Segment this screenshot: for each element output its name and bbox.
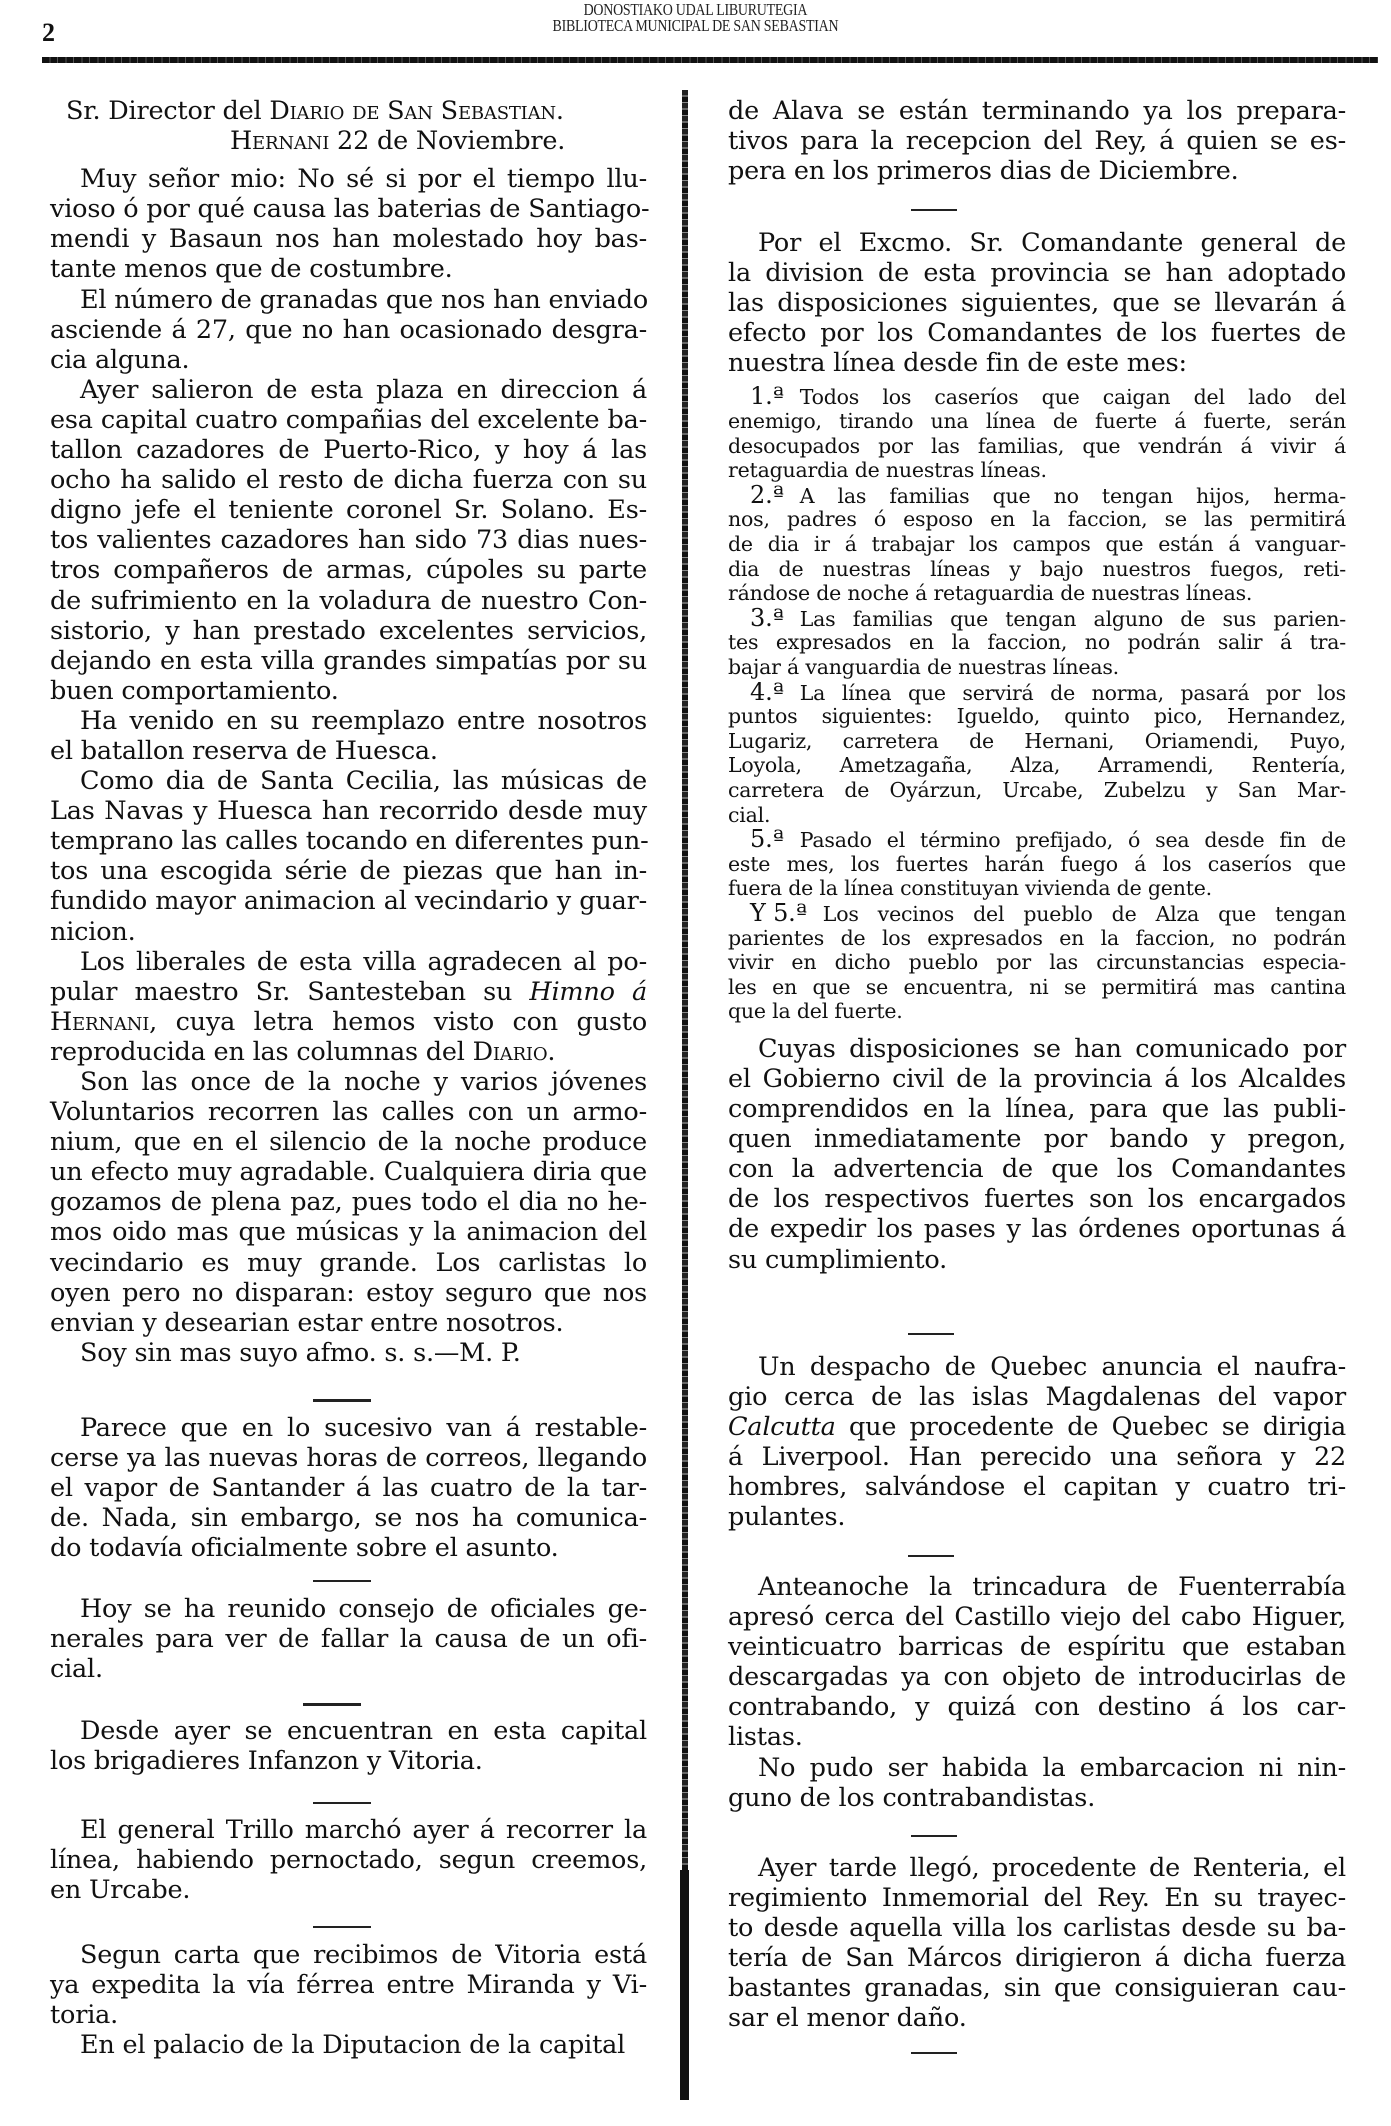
text-line: asciende á 27, que no han ocasionado desgra- xyxy=(50,314,647,345)
ship-name: Calcutta xyxy=(728,1412,836,1443)
text-line: en Urcabe. xyxy=(50,1875,191,1906)
text-line: veinticuatro barricas de espíritu que estaban xyxy=(728,1632,1346,1663)
text-line: parientes de los expresados en la faccion, no podrán xyxy=(728,925,1346,950)
text-line: el vapor de Santander á las cuatro de la tar- xyxy=(50,1473,647,1504)
text-line: Las Navas y Huesca han recorrido desde muy xyxy=(50,796,647,827)
text-line: guno de los contrabandistas. xyxy=(728,1782,1096,1813)
letter-hymn-line-1 xyxy=(50,977,647,1007)
text-line: Un despacho de Quebec anuncia el naufra- xyxy=(758,1352,1346,1382)
quebec-text: que procedente de Quebec se dirigia xyxy=(835,1412,1346,1443)
text-line: que la del fuerte. xyxy=(728,999,903,1024)
text-line: bajar á vanguardia de nuestras líneas. xyxy=(728,655,1119,679)
text-line: mendi y Basaun nos han molestado hoy bas- xyxy=(50,224,647,255)
text-line: les en que se encuentra, ni se permitirá mas cantina xyxy=(728,974,1346,999)
section-separator xyxy=(313,1802,371,1804)
text-line: puntos siguientes: Igueldo, quinto pico, Hernandez, xyxy=(728,704,1346,729)
text-line: tes expresados en la faccion, no podrán salir á tra- xyxy=(728,630,1346,655)
news-item-correos xyxy=(50,1413,647,1563)
section-separator xyxy=(313,1580,371,1582)
text-line: contrabando, y quizá con destino á los car- xyxy=(728,1692,1346,1723)
text-line: apresó cerca del Castillo viejo del cabo Higuer, xyxy=(728,1602,1346,1633)
text-line: tros compañeros de armas, cúpoles su parte xyxy=(50,555,647,586)
provision-text: Pasado el término prefijado, ó sea desde fin de xyxy=(799,828,1346,853)
provision-first-line xyxy=(728,677,1346,706)
text-line: vivir en dicho pueblo por las circunstancias especia- xyxy=(728,950,1346,975)
text-line: comprendidos en la línea, para que las publi- xyxy=(728,1094,1346,1125)
text-line: gozamos de plena paz, pues todo el dia no he- xyxy=(50,1187,647,1218)
text-line: de Alava se están terminando ya los prepara- xyxy=(728,96,1346,126)
text-line: bastantes granadas, sin que consiguieran cau- xyxy=(728,1973,1346,2004)
text-line: temprano las calles tocando en diferentes pun- xyxy=(50,826,649,857)
text-line: mos oido mas que músicas y la animacion del xyxy=(50,1217,647,1248)
provision-number: Y 5.ª xyxy=(750,898,807,927)
text-line: El número de granadas que nos han enviado xyxy=(80,284,649,315)
text-line: el batallon reserva de Huesca. xyxy=(50,735,438,766)
letter-body xyxy=(50,164,650,977)
text-line: El general Trillo marchó ayer á recorrer la xyxy=(80,1815,647,1845)
provision-number: 1.ª xyxy=(750,382,784,411)
text-line: Desde ayer se encuentran en esta capital xyxy=(80,1716,647,1746)
text-line: pulantes. xyxy=(728,1502,846,1533)
news-item-quebec xyxy=(728,1352,1346,1533)
text-line: Ayer tarde llegó, procedente de Renteria, el xyxy=(758,1853,1346,1883)
newspaper-name: Diario de San Sebastian. xyxy=(269,96,564,126)
text-line: fundido mayor animacion al vecindario y guar- xyxy=(50,886,647,917)
text-line: ya expedita la vía férrea entre Miranda y Vi- xyxy=(50,1970,647,2001)
section-separator xyxy=(911,209,957,211)
text-line: quen inmediatamente por bando y pregon, xyxy=(728,1124,1346,1155)
text-line: desocupados por las familias, que vendrán á vivir á xyxy=(728,433,1346,458)
text-line: tallon cazadores de Puerto-Rico, y hoy á las xyxy=(50,435,647,466)
text-line: vioso ó por qué causa las baterias de Santiago- xyxy=(50,194,650,225)
text-line: efecto por los Comandantes de los fuertes de xyxy=(728,318,1346,349)
provision-first-line xyxy=(728,384,1346,409)
text-line: Los liberales de esta villa agradecen al po- xyxy=(80,946,647,977)
text-line: cial. xyxy=(50,1654,103,1685)
orders-intro xyxy=(728,228,1346,378)
letter-article xyxy=(50,96,650,1368)
provision-text: Los vecinos del pueblo de Alza que tengan xyxy=(822,901,1346,926)
text-line: envian y desearian estar entre nosotros. xyxy=(50,1307,564,1338)
letter-salutation xyxy=(50,96,647,126)
text-line: carretera de Oyárzun, Urcabe, Zubelzu y San Mar- xyxy=(728,777,1346,802)
text-line: cia alguna. xyxy=(50,344,190,375)
text-line: el Gobierno civil de la provincia á los Alcaldes xyxy=(728,1064,1346,1094)
text-line: pera en los primeros dias de Diciembre. xyxy=(728,156,1239,187)
library-stamp-line-2: BIBLIOTECA MUNICIPAL DE SAN SEBASTIAN xyxy=(552,16,839,35)
letter-hymn-line-2 xyxy=(50,1007,647,1037)
text-line: rándose de noche á retaguardia de nuestras líneas. xyxy=(728,581,1253,606)
provision-number: 4.ª xyxy=(750,677,784,706)
dateline-date: 22 de Noviembre. xyxy=(329,126,566,157)
text-line: tos una escogida série de piezas que han in- xyxy=(50,856,647,887)
text-line: retaguardia de nuestras líneas. xyxy=(728,458,1047,483)
section-separator xyxy=(313,1926,371,1928)
text-line: nerales para ver de fallar la causa de un ofi- xyxy=(50,1624,647,1655)
text-line: Anteanoche la trincadura de Fuenterrabía xyxy=(758,1572,1346,1602)
quebec-lines-1 xyxy=(728,1352,1346,1412)
text-line: sar el menor daño. xyxy=(728,2003,967,2034)
text-line: un efecto muy agradable. Cualquiera diria que xyxy=(50,1157,647,1188)
column-divider-heavy xyxy=(680,1870,689,2100)
text-line: Ha venido en su reemplazo entre nosotros xyxy=(80,705,647,736)
provision-number: 3.ª xyxy=(750,603,784,632)
page-number: 2 xyxy=(42,18,55,47)
library-stamp xyxy=(125,2,1266,34)
provision-text: Las familias que tengan alguno de sus parien- xyxy=(799,606,1346,631)
text-line: Loyola, Ametzagaña, Alza, Arramendi, Rentería, xyxy=(728,753,1346,778)
text-line: á Liverpool. Han perecido una señora y 22 xyxy=(728,1442,1346,1473)
news-item-fuenterrabia xyxy=(728,1572,1346,1813)
news-item-consejo xyxy=(50,1594,647,1684)
text-line: Segun carta que recibimos de Vitoria está xyxy=(80,1940,647,1970)
text-line: con la advertencia de que los Comandantes xyxy=(728,1154,1346,1185)
text-line: tante menos que de costumbre. xyxy=(50,254,453,285)
text-line: de los respectivos fuertes son los encargados xyxy=(728,1184,1346,1215)
quebec-lines-2 xyxy=(728,1442,1346,1532)
text-line: regimiento Inmemorial del Rey. En su trayec- xyxy=(728,1883,1346,1914)
letter-body-2 xyxy=(50,1067,647,1368)
text-line: En el palacio de la Diputacion de la capital xyxy=(80,2030,626,2061)
text-line: cerse ya las nuevas horas de correos, llegando xyxy=(50,1443,647,1474)
text-line: Soy sin mas suyo afmo. s. s.—M. P. xyxy=(80,1337,521,1368)
text-line: descargadas ya con objeto de introducirlas de xyxy=(728,1662,1346,1693)
text-line: de. Nada, sin embargo, se nos ha comunica- xyxy=(50,1503,647,1534)
text-line: digno jefe el teniente coronel Sr. Solano. Es- xyxy=(50,495,647,526)
news-item-brigadieres xyxy=(50,1716,647,1776)
news-item-regiment xyxy=(728,1853,1346,2034)
text-line: este mes, los fuertes harán fuego á los caseríos que xyxy=(728,851,1346,876)
text-line: Como dia de Santa Cecilia, las músicas de xyxy=(80,766,647,797)
letter-dateline xyxy=(50,126,647,156)
provision-first-line xyxy=(728,480,1346,509)
text-line: buen comportamiento. xyxy=(50,675,339,706)
text-line: su cumplimiento. xyxy=(728,1244,948,1275)
text-line: Muy señor mio: No sé si por el tiempo llu- xyxy=(80,164,647,195)
text-line: nos, padres ó esposo en la faccion, se las permitirá xyxy=(728,507,1346,532)
section-separator xyxy=(908,1333,954,1335)
text-line: Son las once de la noche y varios jóvenes xyxy=(80,1067,647,1097)
section-separator xyxy=(313,1399,371,1402)
letter-text: pular maestro Sr. Santesteban su xyxy=(50,976,530,1007)
newspaper-name: Diario. xyxy=(472,1036,556,1067)
text-line: nuestra línea desde fin de este mes: xyxy=(728,348,1187,379)
text-line: Cuyas disposiciones se han comunicado por xyxy=(758,1033,1346,1064)
text-line: de dia ir á trabajar los campos que están á vanguar- xyxy=(728,532,1346,557)
orders-provisions xyxy=(728,384,1346,1023)
provision-text: La línea que servirá de norma, pasará por los xyxy=(799,680,1346,705)
text-line: listas. xyxy=(728,1722,803,1753)
section-separator xyxy=(911,2052,957,2054)
quebec-ship-line xyxy=(728,1412,1346,1442)
salutation-prefix: Sr. Director del xyxy=(66,96,270,126)
provision-first-line xyxy=(728,898,1346,927)
provision-first-line xyxy=(728,603,1346,632)
section-separator xyxy=(303,1703,361,1706)
provision-first-line xyxy=(728,827,1346,852)
text-line: de expedir los pases y las órdenes oportunas á xyxy=(728,1214,1346,1245)
text-line: cial. xyxy=(728,802,771,827)
hymn-title: Himno á xyxy=(529,976,647,1007)
text-line: oyen pero no disparan: estoy seguro que nos xyxy=(50,1277,647,1308)
provision-text: A las familias que no tengan hijos, herma- xyxy=(799,483,1346,508)
text-line: gio cerca de las islas Magdalenas del vapor xyxy=(728,1382,1346,1413)
text-line: fuera de la línea constituyan vivienda de gente. xyxy=(728,876,1213,901)
text-line: No pudo ser habida la embarcacion ni nin- xyxy=(758,1752,1346,1783)
text-line: ocho ha salido el resto de dicha fuerza con su xyxy=(50,465,647,496)
orders-closing xyxy=(728,1034,1346,1275)
text-line: esa capital cuatro compañias del excelente ba- xyxy=(50,404,647,435)
text-line: línea, habiendo pernoctado, segun creemos, xyxy=(50,1845,647,1876)
provision-number: 2.ª xyxy=(750,480,784,509)
letter-text: , cuya letra hemos visto con gusto xyxy=(149,1006,647,1037)
text-line: hombres, salvándose el capitan y cuatro tri- xyxy=(728,1472,1346,1503)
text-line: Voluntarios recorren las calles con un armo- xyxy=(50,1097,647,1128)
text-line: dia de nuestras líneas y bajo nuestros fuegos, reti- xyxy=(728,556,1346,581)
hymn-place: Hernani xyxy=(50,1006,150,1037)
section-separator xyxy=(908,1555,954,1557)
text-line: Por el Excmo. Sr. Comandante general de xyxy=(758,228,1346,258)
dateline-place: Hernani xyxy=(230,126,330,157)
text-line: sistorio, y han prestado excelentes servicios, xyxy=(50,615,647,646)
continuation-alava xyxy=(728,96,1346,186)
text-line: tería de San Márcos dirigieron á dicha fuerza xyxy=(728,1943,1346,1974)
text-line: do todavía oficialmente sobre el asunto. xyxy=(50,1533,559,1564)
header-rule xyxy=(42,57,1378,63)
letter-reproduced-line xyxy=(50,1037,647,1067)
orders-article xyxy=(728,228,1346,1275)
provision-number: 5.ª xyxy=(750,825,784,854)
text-line: los brigadieres Infanzon y Vitoria. xyxy=(50,1746,483,1777)
text-line: nium, que en el silencio de la noche produce xyxy=(50,1127,647,1158)
text-line: Hoy se ha reunido consejo de oficiales ge- xyxy=(80,1594,647,1624)
news-item-trillo xyxy=(50,1815,647,1905)
letter-text: reproducida en las columnas del xyxy=(50,1036,473,1067)
section-separator xyxy=(911,1835,957,1837)
text-line: nicion. xyxy=(50,916,136,947)
text-line: vecindario es muy grande. Los carlistas lo xyxy=(50,1247,647,1278)
text-line: to desde aquella villa los carlistas desde su ba- xyxy=(728,1913,1346,1944)
column-divider xyxy=(682,90,688,2100)
text-line: de sufrimiento en la voladura de nuestro Con- xyxy=(50,585,647,616)
text-line: enemigo, tirando una línea de fuerte á fuerte, serán xyxy=(728,409,1346,434)
provision-text: Todos los caseríos que caigan del lado del xyxy=(799,385,1346,410)
library-stamp-line-1: DONOSTIAKO UDAL LIBURUTEGIA xyxy=(583,0,808,19)
text-line: toria. xyxy=(50,2000,119,2031)
text-line: tivos para la recepcion del Rey, á quien se es- xyxy=(728,126,1346,157)
text-line: Ayer salieron de esta plaza en direccion á xyxy=(80,374,647,405)
text-line: dejando en esta villa grandes simpatías por su xyxy=(50,645,647,676)
news-item-vitoria xyxy=(50,1940,647,2060)
text-line: tos valientes cazadores han sido 73 dias nues- xyxy=(50,525,647,556)
text-line: Parece que en lo sucesivo van á restable- xyxy=(80,1413,647,1443)
text-line: las disposiciones siguientes, que se llevarán á xyxy=(728,288,1346,319)
text-line: Lugariz, carretera de Hernani, Oriamendi, Puyo, xyxy=(728,728,1346,753)
text-line: la division de esta provincia se han adoptado xyxy=(728,258,1346,289)
